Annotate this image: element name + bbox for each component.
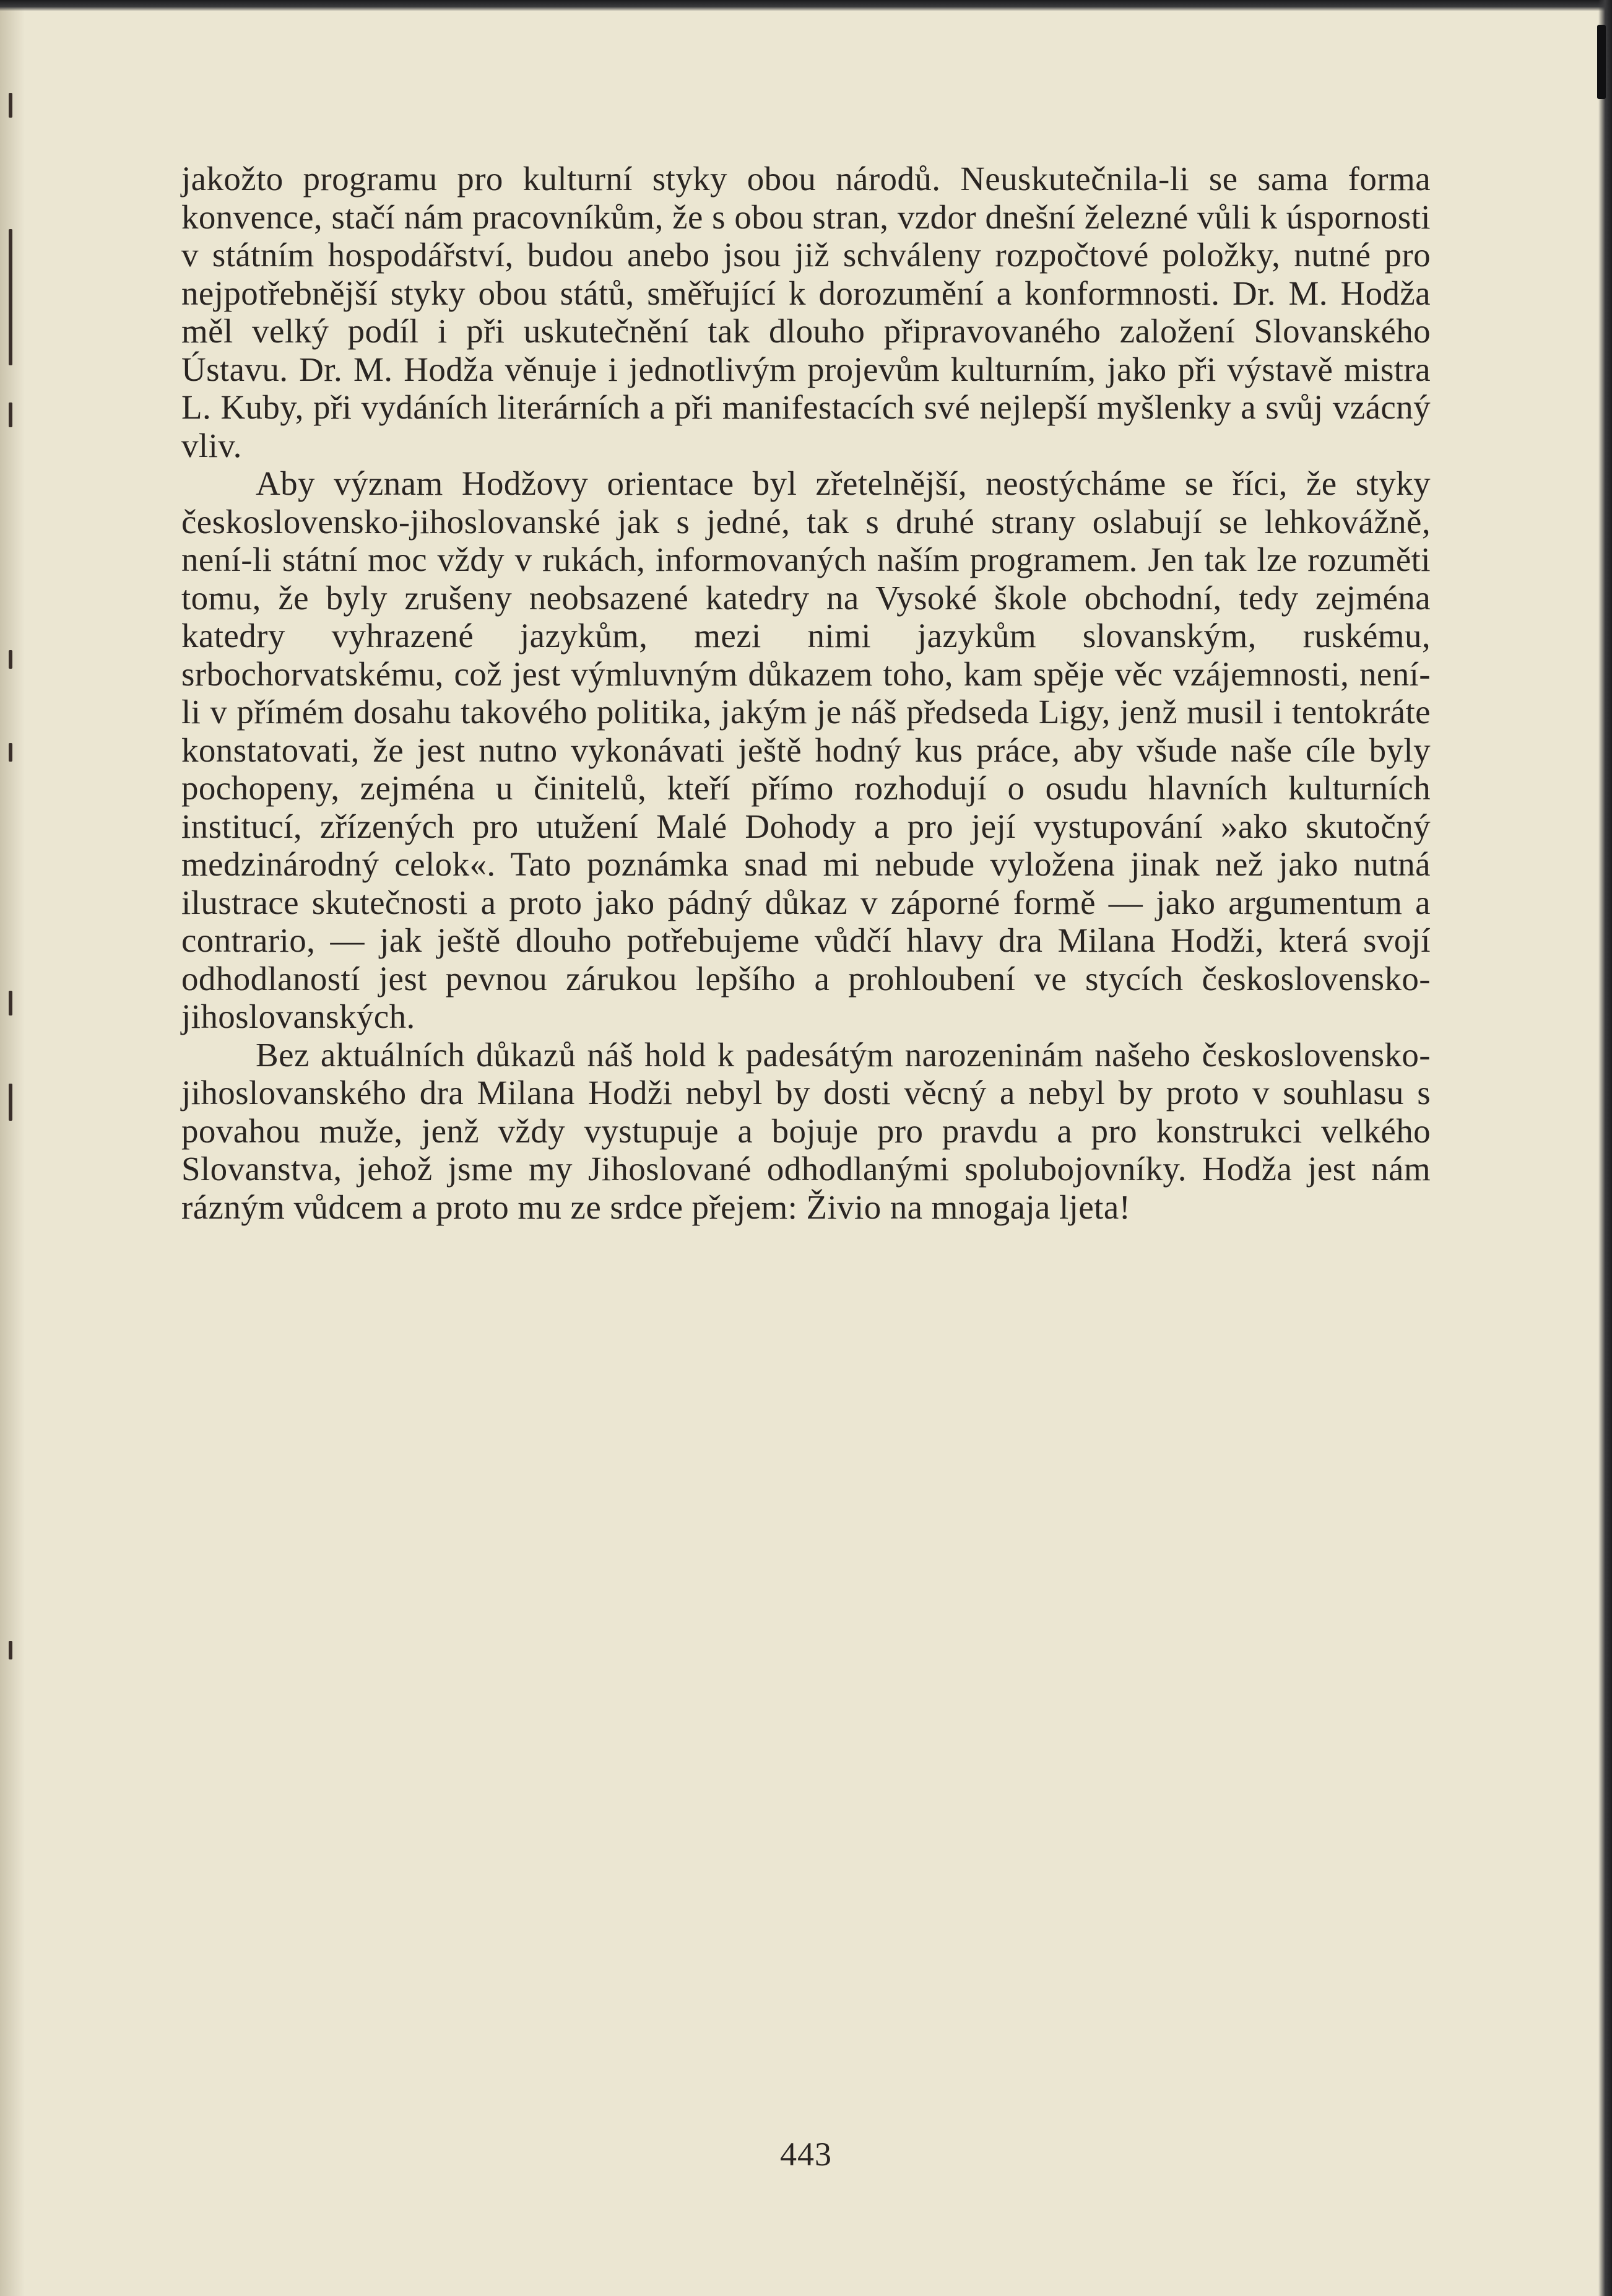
body-text [181, 160, 1431, 1226]
scan-right-edge [1598, 0, 1612, 2296]
paragraph-1: jakožto programu pro kulturní styky obou národů. Neuskutečnila-li se sama forma konvence, stačí nám pracovníkům, že s obou stran, vzdor dnešní železné vůli k úspornosti v státním hospodářství, budou anebo jsou již schváleny rozpočtové položky, nutné pro nejpotřebnější styky obou států, směřující k dorozumění a konformnosti. Dr. M. Hodža měl velký podíl i při uskutečnění tak dlouho připravovaného založení Slovanského Ústavu. Dr. M. Hodža věnuje i jednotlivým projevům kulturním, jako při výstavě mistra L. Kuby, při vydáních literárních a při manifestacích své nejlepší myšlenky a svůj vzácný vliv. [181, 160, 1431, 464]
paragraph-3: Bez aktuálních důkazů náš hold k padesátým narozeninám našeho československo-jihoslovanského dra Milana Hodži nebyl by dosti věcný a nebyl by proto v souhlasu s povahou muže, jenž vždy vystupuje a bojuje pro pravdu a pro konstrukci velkého Slovanstva, jehož jsme my Jihoslované odhodlanými spolubojovníky. Hodža jest nám rázným vůdcem a proto mu ze srdce přejem: Živio na mnogaja ljeta! [181, 1035, 1431, 1226]
paragraph-2: Aby význam Hodžovy orientace byl zřetelnější, neostýcháme se říci, že styky československo-jihoslovanské jak s jedné, tak s druhé strany oslabují se lehkovážně, není-li státní moc vždy v rukách, informovaných naším programem. Jen tak lze rozuměti tomu, že byly zrušeny neobsazené katedry na Vysoké škole obchodní, tedy zejména katedry vyhrazené jazykům, mezi nimi jazykům slovanským, ruskému, srbochorvatskému, což jest výmluvným důkazem toho, kam spěje věc vzájemnosti, není-li v přímém dosahu takového politika, jakým je náš předseda Ligy, jenž musil i tentokráte konstatovati, že jest nutno vykonávati ještě hodný kus práce, aby všude naše cíle byly pochopeny, zejména u činitelů, kteří přímo rozhodují o osudu hlavních kulturních institucí, zřízených pro utužení Malé Dohody a pro její vystupování »ako skutočný medzinárodný celok«. Tato poznámka snad mi nebude vyložena jinak než jako nutná ilustrace skutečnosti a proto jako pádný důkaz v záporné formě — jako argumentum a contrario, — jak ještě dlouho potřebujeme vůdčí hlavy dra Milana Hodži, která svojí odhodlaností jest pevnou zárukou lepšího a prohloubení ve stycích československo-jihoslovanských. [181, 464, 1431, 1035]
scan-top-edge [0, 0, 1612, 11]
scan-clip [1597, 25, 1606, 99]
page-number: 443 [780, 2136, 832, 2173]
binding-marks [9, 93, 14, 1950]
